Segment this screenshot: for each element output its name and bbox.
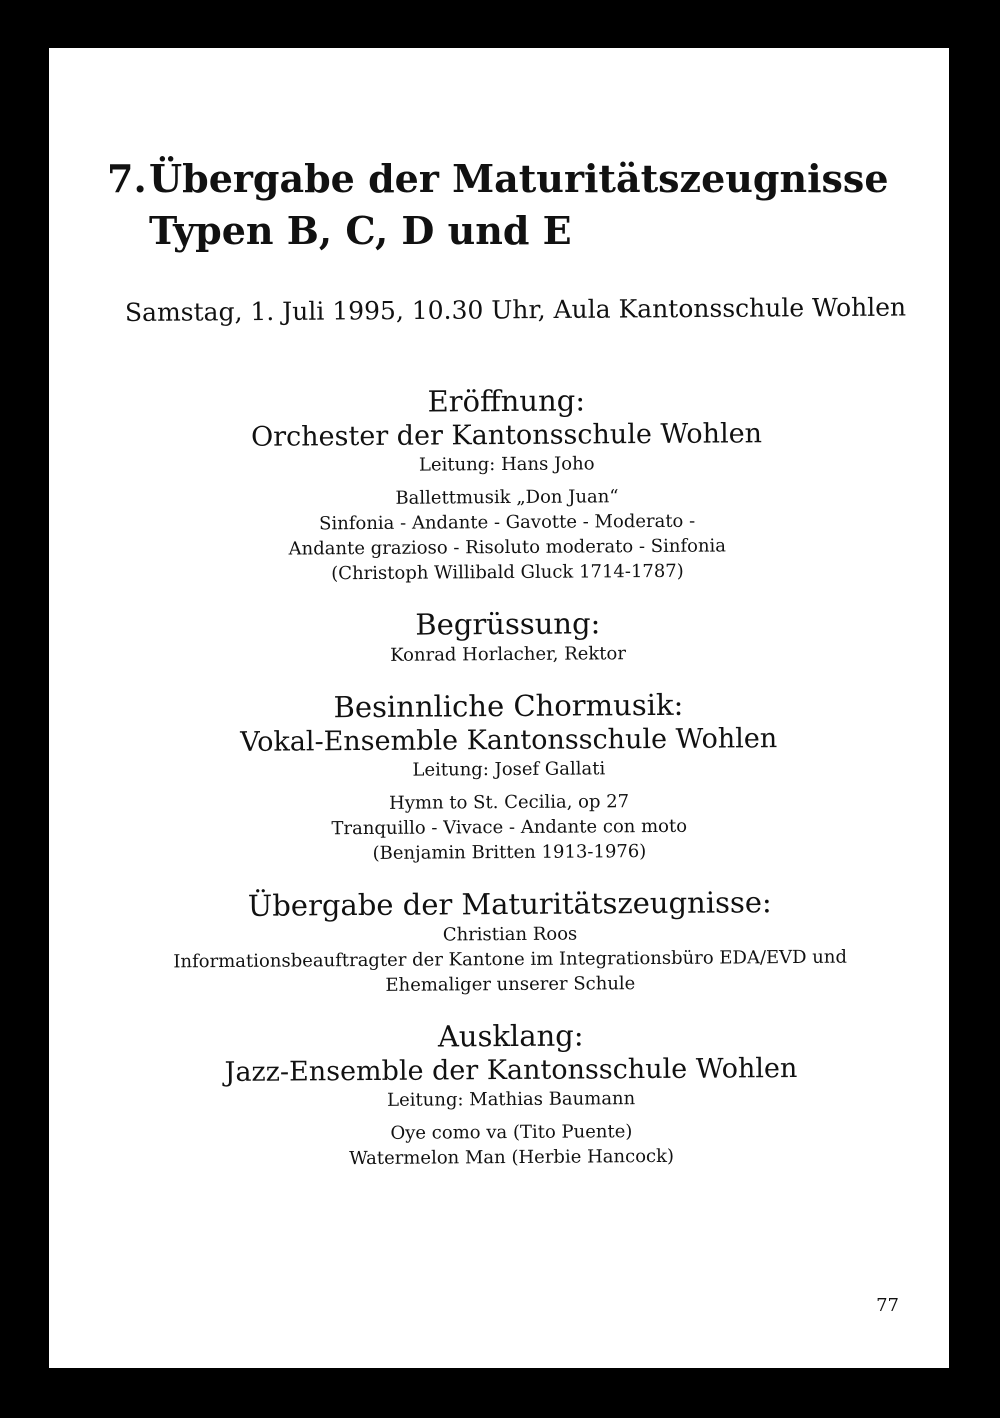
section-chormusik xyxy=(108,686,909,868)
section-leitung: Leitung: Josef Gallati xyxy=(412,758,606,781)
program-line: (Christoph Willibald Gluck 1714-1787) xyxy=(331,560,684,585)
section-leitung: Leitung: Hans Joho xyxy=(418,453,595,476)
speaker-name: Christian Roos xyxy=(442,923,578,946)
section-title: Besinnliche Chormusik: xyxy=(333,687,684,725)
section-title: Ausklang: xyxy=(437,1018,584,1054)
section-ensemble: Jazz-Ensemble der Kantonsschule Wohlen xyxy=(224,1052,798,1088)
section-begruessung xyxy=(108,604,908,670)
heading-line-2: Typen B, C, D und E xyxy=(149,208,572,253)
program-line: Andante grazioso - Risoluto moderato - Sinfonia xyxy=(288,535,727,560)
section-uebergabe xyxy=(110,884,911,1000)
page-heading xyxy=(107,153,889,257)
section-title: Begrüssung: xyxy=(415,606,601,642)
section-eroeffnung xyxy=(106,381,907,588)
program-line: (Benjamin Britten 1913-1976) xyxy=(372,841,647,864)
section-speaker: Konrad Horlacher, Rektor xyxy=(390,643,627,666)
event-date-location: Samstag, 1. Juli 1995, 10.30 Uhr, Aula Kantonsschule Wohlen xyxy=(124,292,907,327)
speaker-note: Ehemaliger unserer Schule xyxy=(385,973,636,996)
page-number: 77 xyxy=(876,1295,899,1316)
program-line: Ballettmusik „Don Juan“ xyxy=(395,486,619,509)
program-list xyxy=(106,381,912,1195)
section-ausklang xyxy=(111,1016,912,1173)
program-line: Oye como va (Tito Puente) xyxy=(390,1121,633,1144)
section-title: Eröffnung: xyxy=(427,383,586,419)
section-leitung: Leitung: Mathias Baumann xyxy=(387,1088,636,1111)
section-ensemble: Orchester der Kantonsschule Wohlen xyxy=(250,418,763,453)
program-line: Watermelon Man (Herbie Hancock) xyxy=(349,1145,675,1170)
section-title: Übergabe der Maturitätszeugnisse: xyxy=(247,885,772,923)
heading-number: 7. xyxy=(107,156,147,201)
section-ensemble: Vokal-Ensemble Kantonsschule Wohlen xyxy=(240,723,778,758)
program-line: Sinfonia - Andante - Gavotte - Moderato - xyxy=(319,510,696,535)
speaker-role: Informationsbeauftragter der Kantone im Integrationsbüro EDA/EVD und xyxy=(173,946,848,973)
heading-line-1: Übergabe der Maturitätszeugnisse xyxy=(149,156,889,201)
document-page xyxy=(49,48,949,1368)
program-line: Hymn to St. Cecilia, op 27 xyxy=(389,791,630,814)
program-line: Tranquillo - Vivace - Andante con moto xyxy=(331,815,688,840)
